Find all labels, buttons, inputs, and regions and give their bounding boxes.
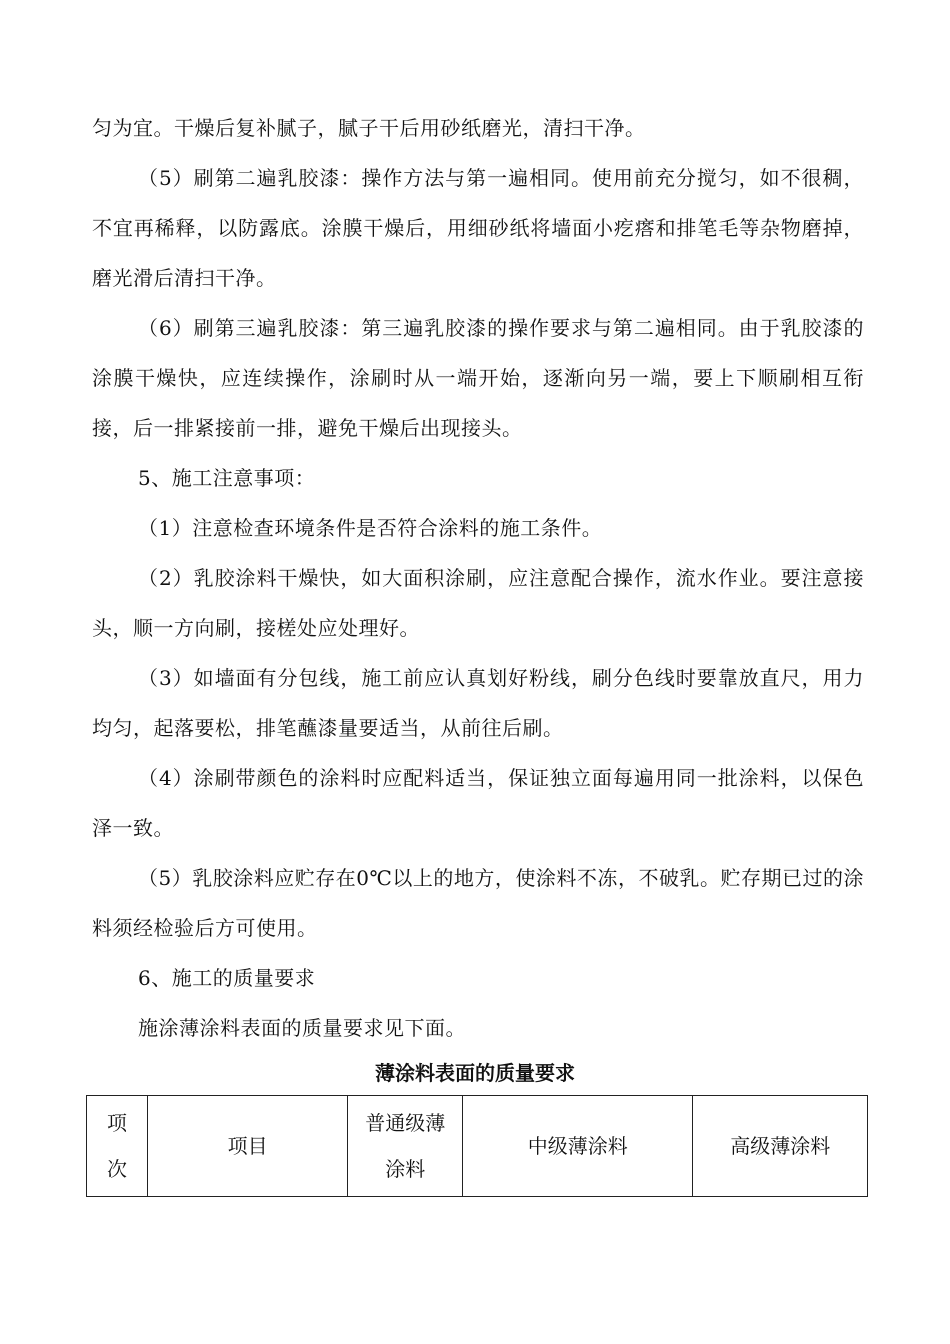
paragraph-precaution-5: （5）乳胶涂料应贮存在0℃以上的地方，使涂料不冻，不破乳。贮存期已过的涂料须经检验后方可使用。 — [92, 866, 864, 940]
paragraph-precaution-3: （3）如墙面有分包线，施工前应认真划好粉线，刷分色线时要靠放直尺，用力均匀，起落要松，排笔蘸漆量要适当，从前往后刷。 — [92, 666, 864, 740]
header-index-line2: 次 — [106, 1157, 127, 1181]
header-ordinary-line2: 涂料 — [385, 1157, 426, 1181]
header-medium: 中级薄涂料 — [463, 1096, 693, 1197]
paragraph-quality-intro: 施涂薄涂料表面的质量要求见下面。 — [138, 1016, 466, 1040]
table-header-row — [87, 1096, 868, 1197]
paragraph-step-5: （5）刷第二遍乳胶漆：操作方法与第一遍相同。使用前充分搅匀，如不很稠，不宜再稀释，以防露底。涂膜干燥后，用细砂纸将墙面小疙瘩和排笔毛等杂物磨掉，磨光滑后清扫干净。 — [92, 166, 864, 290]
paragraph-precaution-4: （4）涂刷带颜色的涂料时应配料适当，保证独立面每遍用同一批涂料，以保色泽一致。 — [92, 766, 864, 840]
header-ordinary-line1: 普通级薄 — [365, 1111, 446, 1135]
paragraph-step-6: （6）刷第三遍乳胶漆：第三遍乳胶漆的操作要求与第二遍相同。由于乳胶漆的涂膜干燥快，应连续操作，涂刷时从一端开始，逐渐向另一端，要上下顺刷相互衔接，后一排紧接前一排，避免干燥后出现接头。 — [92, 316, 864, 440]
table-title: 薄涂料表面的质量要求 — [375, 1061, 575, 1085]
section-heading-precautions: 5、施工注意事项： — [138, 466, 316, 490]
paragraph-precaution-2: （2）乳胶涂料干燥快，如大面积涂刷，应注意配合操作，流水作业。要注意接头，顺一方向刷，接槎处应处理好。 — [92, 566, 864, 640]
header-index-line1: 项 — [106, 1111, 127, 1135]
quality-requirements-table — [86, 1095, 868, 1197]
header-ordinary — [348, 1096, 463, 1197]
paragraph-precaution-1: （1）注意检查环境条件是否符合涂料的施工条件。 — [138, 516, 603, 540]
paragraph-continuation: 匀为宜。干燥后复补腻子，腻子干后用砂纸磨光，清扫干净。 — [92, 116, 646, 140]
header-item: 项目 — [147, 1096, 347, 1197]
section-heading-quality: 6、施工的质量要求 — [138, 966, 316, 990]
header-index — [87, 1096, 148, 1197]
header-advanced: 高级薄涂料 — [693, 1096, 868, 1197]
